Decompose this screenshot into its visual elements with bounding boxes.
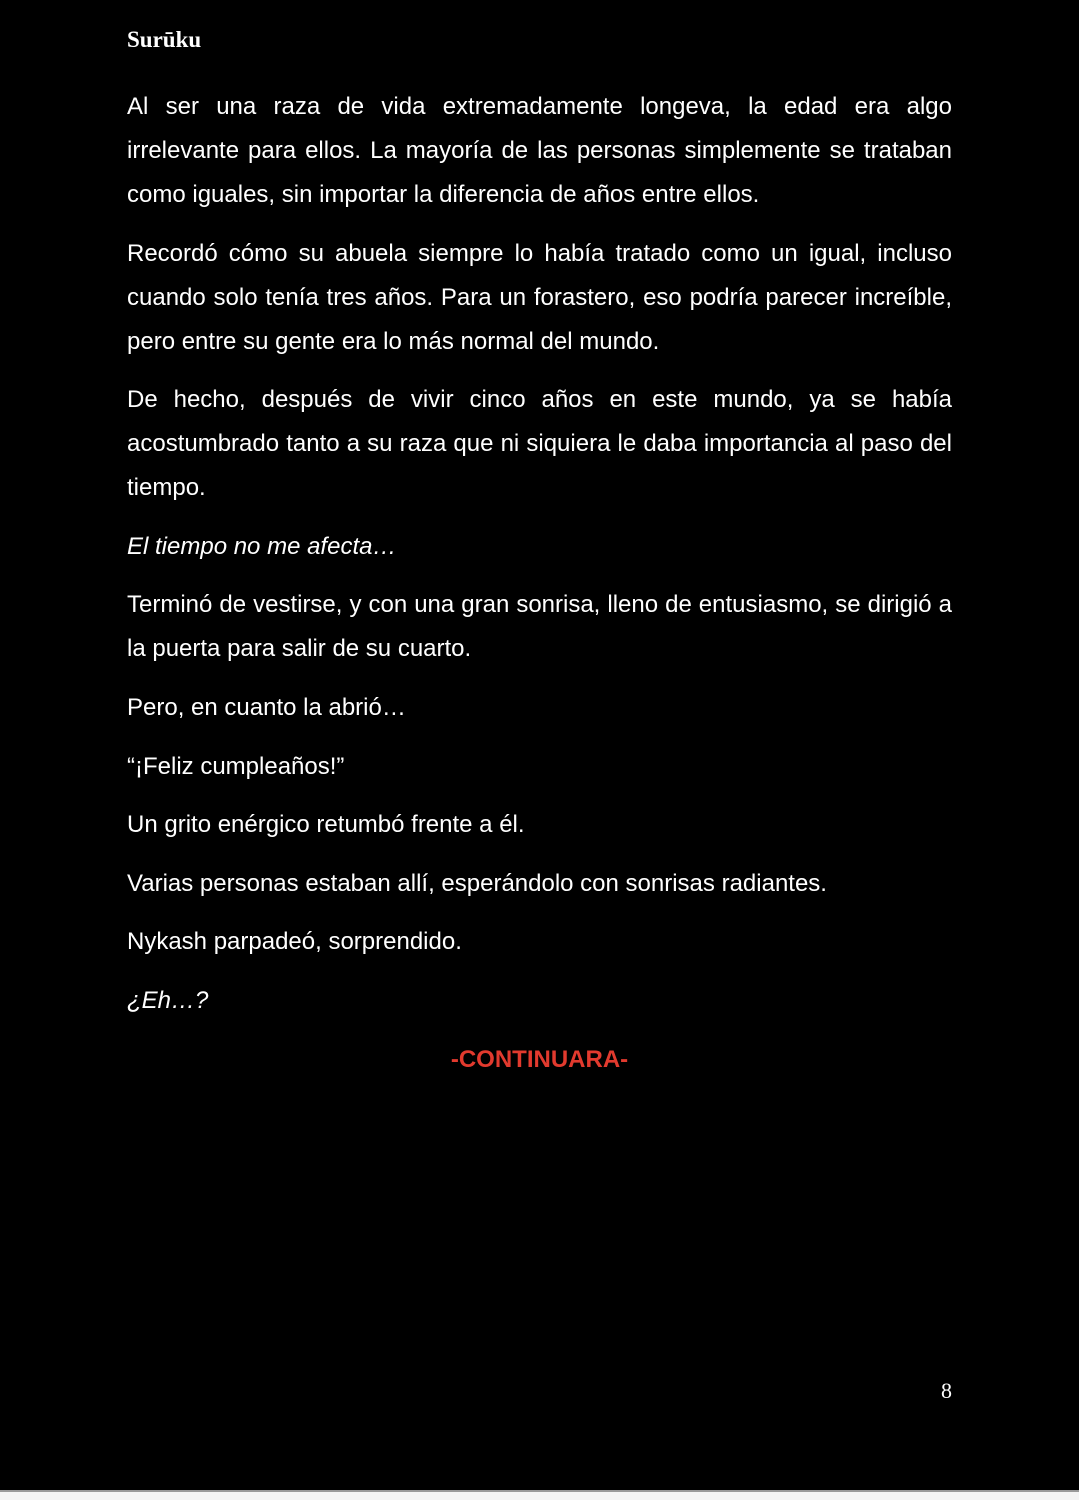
paragraph: Recordó cómo su abuela siempre lo había tratado como un igual, incluso cuando solo tenía tres años. Para un forastero, eso podría parecer increíble, pero entre su gente era lo más normal del mundo. [127,239,952,355]
page-body [127,85,952,1096]
paragraph: Varias personas estaban allí, esperándolo con sonrisas radiantes. [127,869,827,897]
paragraph-dialogue: “¡Feliz cumpleaños!” [127,752,345,780]
paragraph-thought: El tiempo no me afecta… [127,532,397,560]
paragraph: De hecho, después de vivir cinco años en este mundo, ya se había acostumbrado tanto a su raza que ni siquiera le daba importancia al paso del tiempo. [127,386,952,502]
continuara-label: -CONTINUARA- [450,1045,629,1073]
paragraph: Terminó de vestirse, y con una gran sonrisa, lleno de entusiasmo, se dirigió a la puerta para salir de su cuarto. [127,591,952,663]
running-header-title: Surūku [127,27,202,52]
paragraph: Un grito enérgico retumbó frente a él. [127,811,525,839]
paragraph: Nykash parpadeó, sorprendido. [127,928,462,956]
paragraph-thought: ¿Eh…? [127,986,209,1014]
paragraph: Pero, en cuanto la abrió… [127,693,406,721]
paragraph: Al ser una raza de vida extremadamente longeva, la edad era algo irrelevante para ellos. La mayoría de las personas simplemente se trataban como iguales, sin importar la diferencia de años entre ellos. [127,93,952,208]
page-number: 8 [941,1378,952,1403]
